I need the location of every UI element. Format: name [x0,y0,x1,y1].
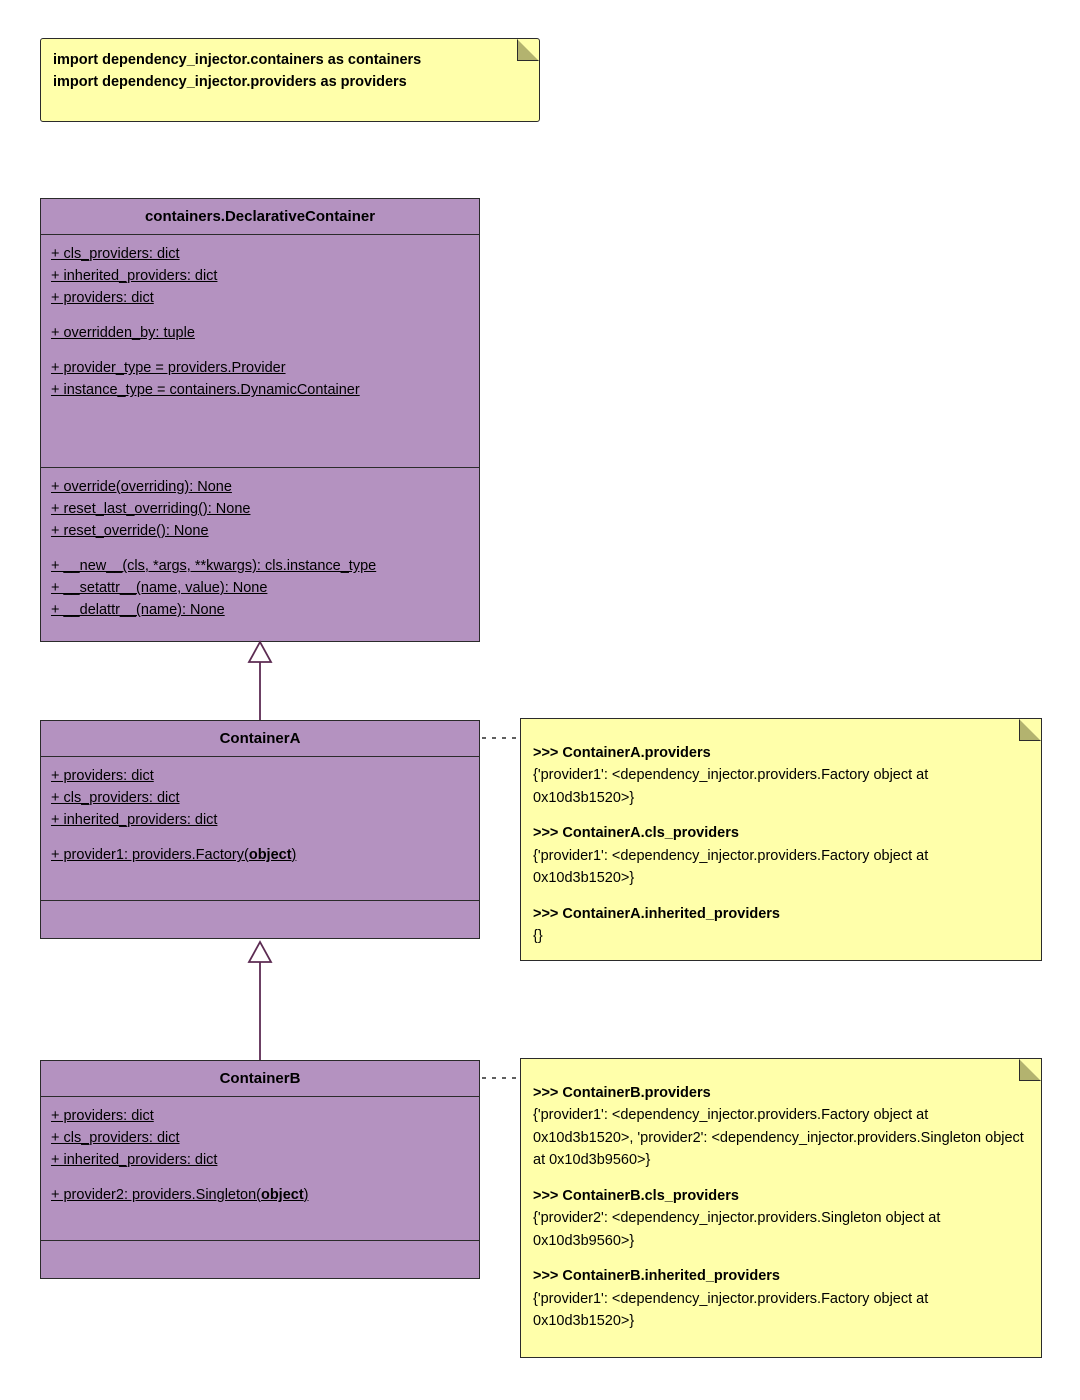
note-container-a-repl [520,718,1042,961]
import-line-2: import dependency_injector.providers as providers [53,74,407,91]
attribute-row: + cls_providers: dict [51,246,180,262]
spacer [51,831,471,844]
class-title-declarative-container: containers.DeclarativeContainer [41,199,479,235]
class-box-container-b[interactable] [40,1060,480,1279]
attribute-row: + inherited_providers: dict [51,1152,218,1169]
note-fold-icon [1019,719,1041,741]
attribute-row: + instance_type = containers.DynamicContainer [51,382,360,399]
spacer [51,1171,471,1184]
class-methods-container-a [41,901,479,927]
class-box-container-a[interactable] [40,720,480,939]
repl-prompt: >>> ContainerA.cls_providers [533,825,739,842]
spacer [51,309,471,322]
note-fold-icon [517,39,539,61]
repl-prompt: >>> ContainerA.inherited_providers [533,905,780,922]
attribute-row: + inherited_providers: dict [51,268,218,285]
inheritance-arrow-container-b [249,942,271,1060]
attribute-row: + overridden_by: tuple [51,325,195,342]
class-title-container-b: ContainerB [41,1061,479,1097]
class-methods-declarative-container [41,468,479,630]
repl-output: {'provider1': <dependency_injector.providers.Factory object at 0x10d3b1520>, 'provider2': <dependency_injector.providers.Singleton object at 0x10d3b9560>} [533,1107,1024,1169]
method-row: + reset_last_overriding(): None [51,501,251,518]
class-box-declarative-container[interactable] [40,198,480,642]
repl-prompt: >>> ContainerB.cls_providers [533,1187,739,1204]
repl-output: {'provider1': <dependency_injector.providers.Factory object at 0x10d3b1520>} [533,767,929,806]
repl-prompt: >>> ContainerA.providers [533,745,711,761]
attribute-row: + providers: dict [51,768,154,784]
attribute-row: + cls_providers: dict [51,1130,180,1147]
note-imports [40,38,540,122]
repl-prompt: >>> ContainerB.providers [533,1085,711,1101]
method-row: + override(overriding): None [51,479,232,495]
import-line-1: import dependency_injector.containers as containers [53,52,422,68]
repl-output: {'provider1': <dependency_injector.providers.Factory object at 0x10d3b1520>} [533,847,929,887]
method-row: + __setattr__(name, value): None [51,580,268,597]
spacer [51,542,471,555]
attribute-row: + providers: dict [51,1108,154,1124]
attribute-row: + cls_providers: dict [51,790,180,807]
attribute-row: + inherited_providers: dict [51,812,218,829]
spacer [51,344,471,357]
inheritance-arrow-container-a [249,642,271,720]
note-fold-icon [1019,1059,1041,1081]
note-container-b-repl [520,1058,1042,1358]
method-row: + __delattr__(name): None [51,602,225,619]
class-methods-container-b [41,1241,479,1267]
class-title-container-a: ContainerA [41,721,479,757]
attribute-row: + provider_type = providers.Provider [51,360,286,377]
attribute-row-provider1: + provider1: providers.Factory(object) [51,847,297,864]
class-attributes-declarative-container [41,235,479,468]
method-row: + __new__(cls, *args, **kwargs): cls.instance_type [51,558,377,575]
attribute-row-provider2: + provider2: providers.Singleton(object) [51,1187,309,1204]
repl-prompt: >>> ContainerB.inherited_providers [533,1268,780,1285]
method-row: + reset_override(): None [51,523,209,540]
class-attributes-container-b [41,1097,479,1241]
repl-output: {} [533,928,543,945]
class-attributes-container-a [41,757,479,901]
repl-output: {'provider1': <dependency_injector.providers.Factory object at 0x10d3b1520>} [533,1290,929,1330]
repl-output: {'provider2': <dependency_injector.providers.Singleton object at 0x10d3b9560>} [533,1210,941,1249]
attribute-row: + providers: dict [51,290,154,307]
